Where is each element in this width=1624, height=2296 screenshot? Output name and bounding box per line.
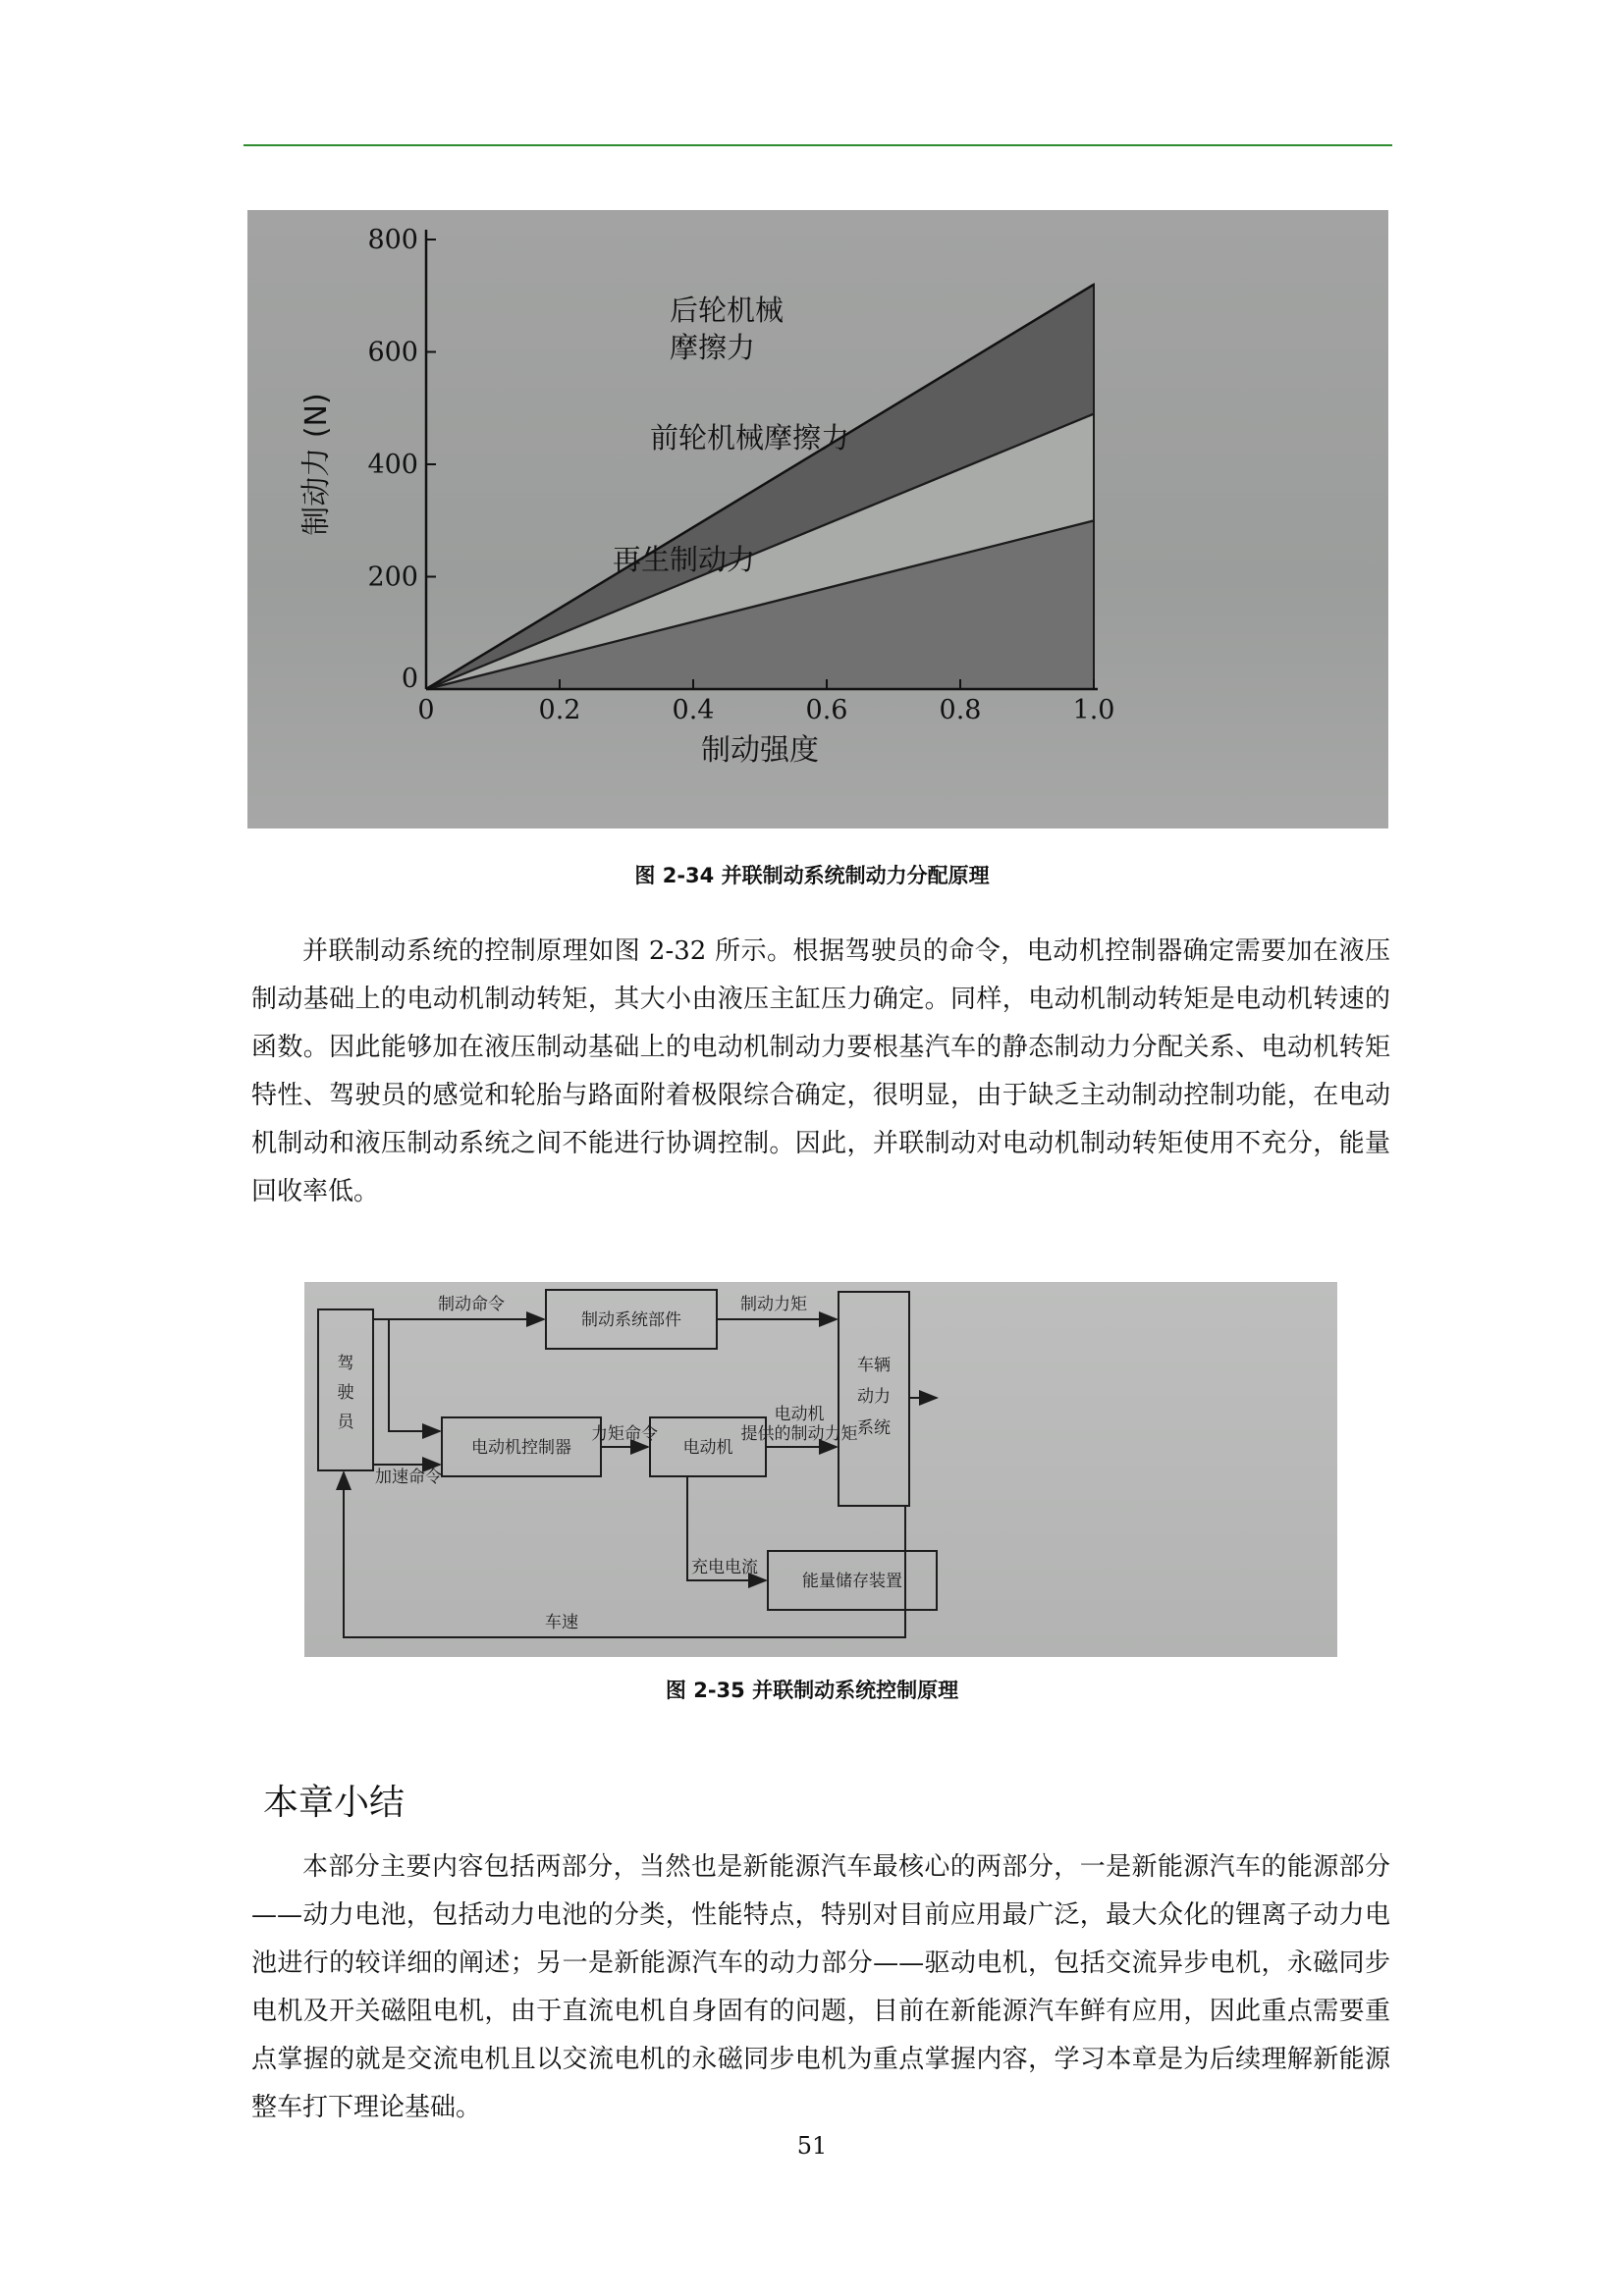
motor-controller-label: 电动机控制器 xyxy=(471,1438,571,1458)
brake-cmd-label: 制动命令 xyxy=(438,1295,505,1314)
y-tick-label-3: 600 xyxy=(367,337,418,368)
accel-cmd-label: 加速命令 xyxy=(375,1468,442,1487)
x-tick-label-2: 0.4 xyxy=(672,695,715,725)
header-rule xyxy=(244,144,1392,146)
x-tick-label-4: 0.8 xyxy=(939,695,982,725)
driver-label-1: 驾 xyxy=(337,1354,354,1373)
brake-to-controller-arrow xyxy=(389,1319,440,1431)
origin-label: 0 xyxy=(401,664,418,694)
y-tick-label-1: 200 xyxy=(367,561,418,593)
motor-label: 电动机 xyxy=(682,1438,733,1458)
x-axis-label: 制动强度 xyxy=(701,733,819,768)
x-tick-label-5: 1.0 xyxy=(1072,695,1115,725)
figure-2-34-photo xyxy=(247,210,1388,828)
driver-label-2: 驶 xyxy=(337,1383,354,1403)
x-tick-label-3: 0.6 xyxy=(805,695,848,725)
figure-2-34-caption: 图 2-34 并联制动系统制动力分配原理 xyxy=(634,864,990,887)
section-summary-paragraph: 本部分主要内容包括两部分，当然也是新能源汽车最核心的两部分，一是新能源汽车的能源部分——动力电池，包括动力电池的分类，性能特点，特别对目前应用最广泛，最大众化的锂离子动力电池进行的较详细的阐述；另一是新能源汽车的动力部分——驱动电机，包括交流异步电机，永磁同步电机及开关磁阻电机，由于直流电机自身固有的问题，目前在新能源汽车鲜有应用，因此重点需要重点掌握的就是交流电机且以交流电机的永磁同步电机为重点掌握内容，学习本章是为后续理解新能源整车打下理论基础。 xyxy=(251,1852,1390,2122)
paragraph-parallel-braking: 并联制动系统的控制原理如图 2-32 所示。根据驾驶员的命令，电动机控制器确定需要加在液压制动基础上的电动机制动转矩，其大小由液压主缸压力确定。同样，电动机制动转矩是电动机转速的函数。因此能够加在液压制动基础上的电动机制动力要根基汽车的静态制动力分配关系、电动机转矩特性、驾驶员的感觉和轮胎与路面附着极限综合确定，很明显，由于缺乏主动制动控制功能，在电动机制动和液压制动系统之间不能进行协调控制。因此，并联制动对电动机制动转矩使用不充分，能量回收率低。 xyxy=(251,936,1390,1206)
vehicle-label-3: 系统 xyxy=(857,1418,891,1438)
torque-cmd-label: 力矩命令 xyxy=(591,1424,658,1444)
figure-2-35-caption: 图 2-35 并联制动系统控制原理 xyxy=(665,1679,959,1702)
y-tick-label-4: 800 xyxy=(367,225,418,255)
front-friction-label: 前轮机械摩擦力 xyxy=(650,421,850,454)
charge-current-label: 充电电流 xyxy=(691,1558,758,1577)
section-title: 本章小结 xyxy=(263,1783,406,1823)
y-axis-label: 制动力 (N) xyxy=(299,393,334,536)
storage-label: 能量储存装置 xyxy=(802,1572,902,1591)
brake-force-chart xyxy=(247,210,1388,828)
vehicle-speed-feedback xyxy=(344,1472,905,1637)
vehicle-label-1: 车辆 xyxy=(857,1356,891,1375)
x-tick-label-1: 0.2 xyxy=(538,695,581,725)
vehicle-speed-label: 车速 xyxy=(545,1613,578,1632)
rear-friction-label-1: 后轮机械 xyxy=(670,294,785,327)
figure-2-35-photo xyxy=(304,1282,1337,1657)
regen-label: 再生制动力 xyxy=(613,543,756,576)
control-block-diagram xyxy=(304,1282,1337,1657)
driver-label-3: 员 xyxy=(337,1413,354,1432)
brake-torque-label: 制动力矩 xyxy=(740,1295,807,1314)
x-tick-label-0: 0 xyxy=(417,695,435,725)
rear-friction-label-2: 摩擦力 xyxy=(670,331,756,364)
y-tick-label-2: 400 xyxy=(367,450,418,480)
motor-torque-label-2: 提供的制动力矩 xyxy=(740,1424,858,1444)
brake-system-label: 制动系统部件 xyxy=(581,1310,681,1330)
vehicle-label-2: 动力 xyxy=(857,1387,891,1407)
motor-torque-label-1: 电动机 xyxy=(774,1405,825,1424)
page-number: 51 xyxy=(796,2132,828,2160)
